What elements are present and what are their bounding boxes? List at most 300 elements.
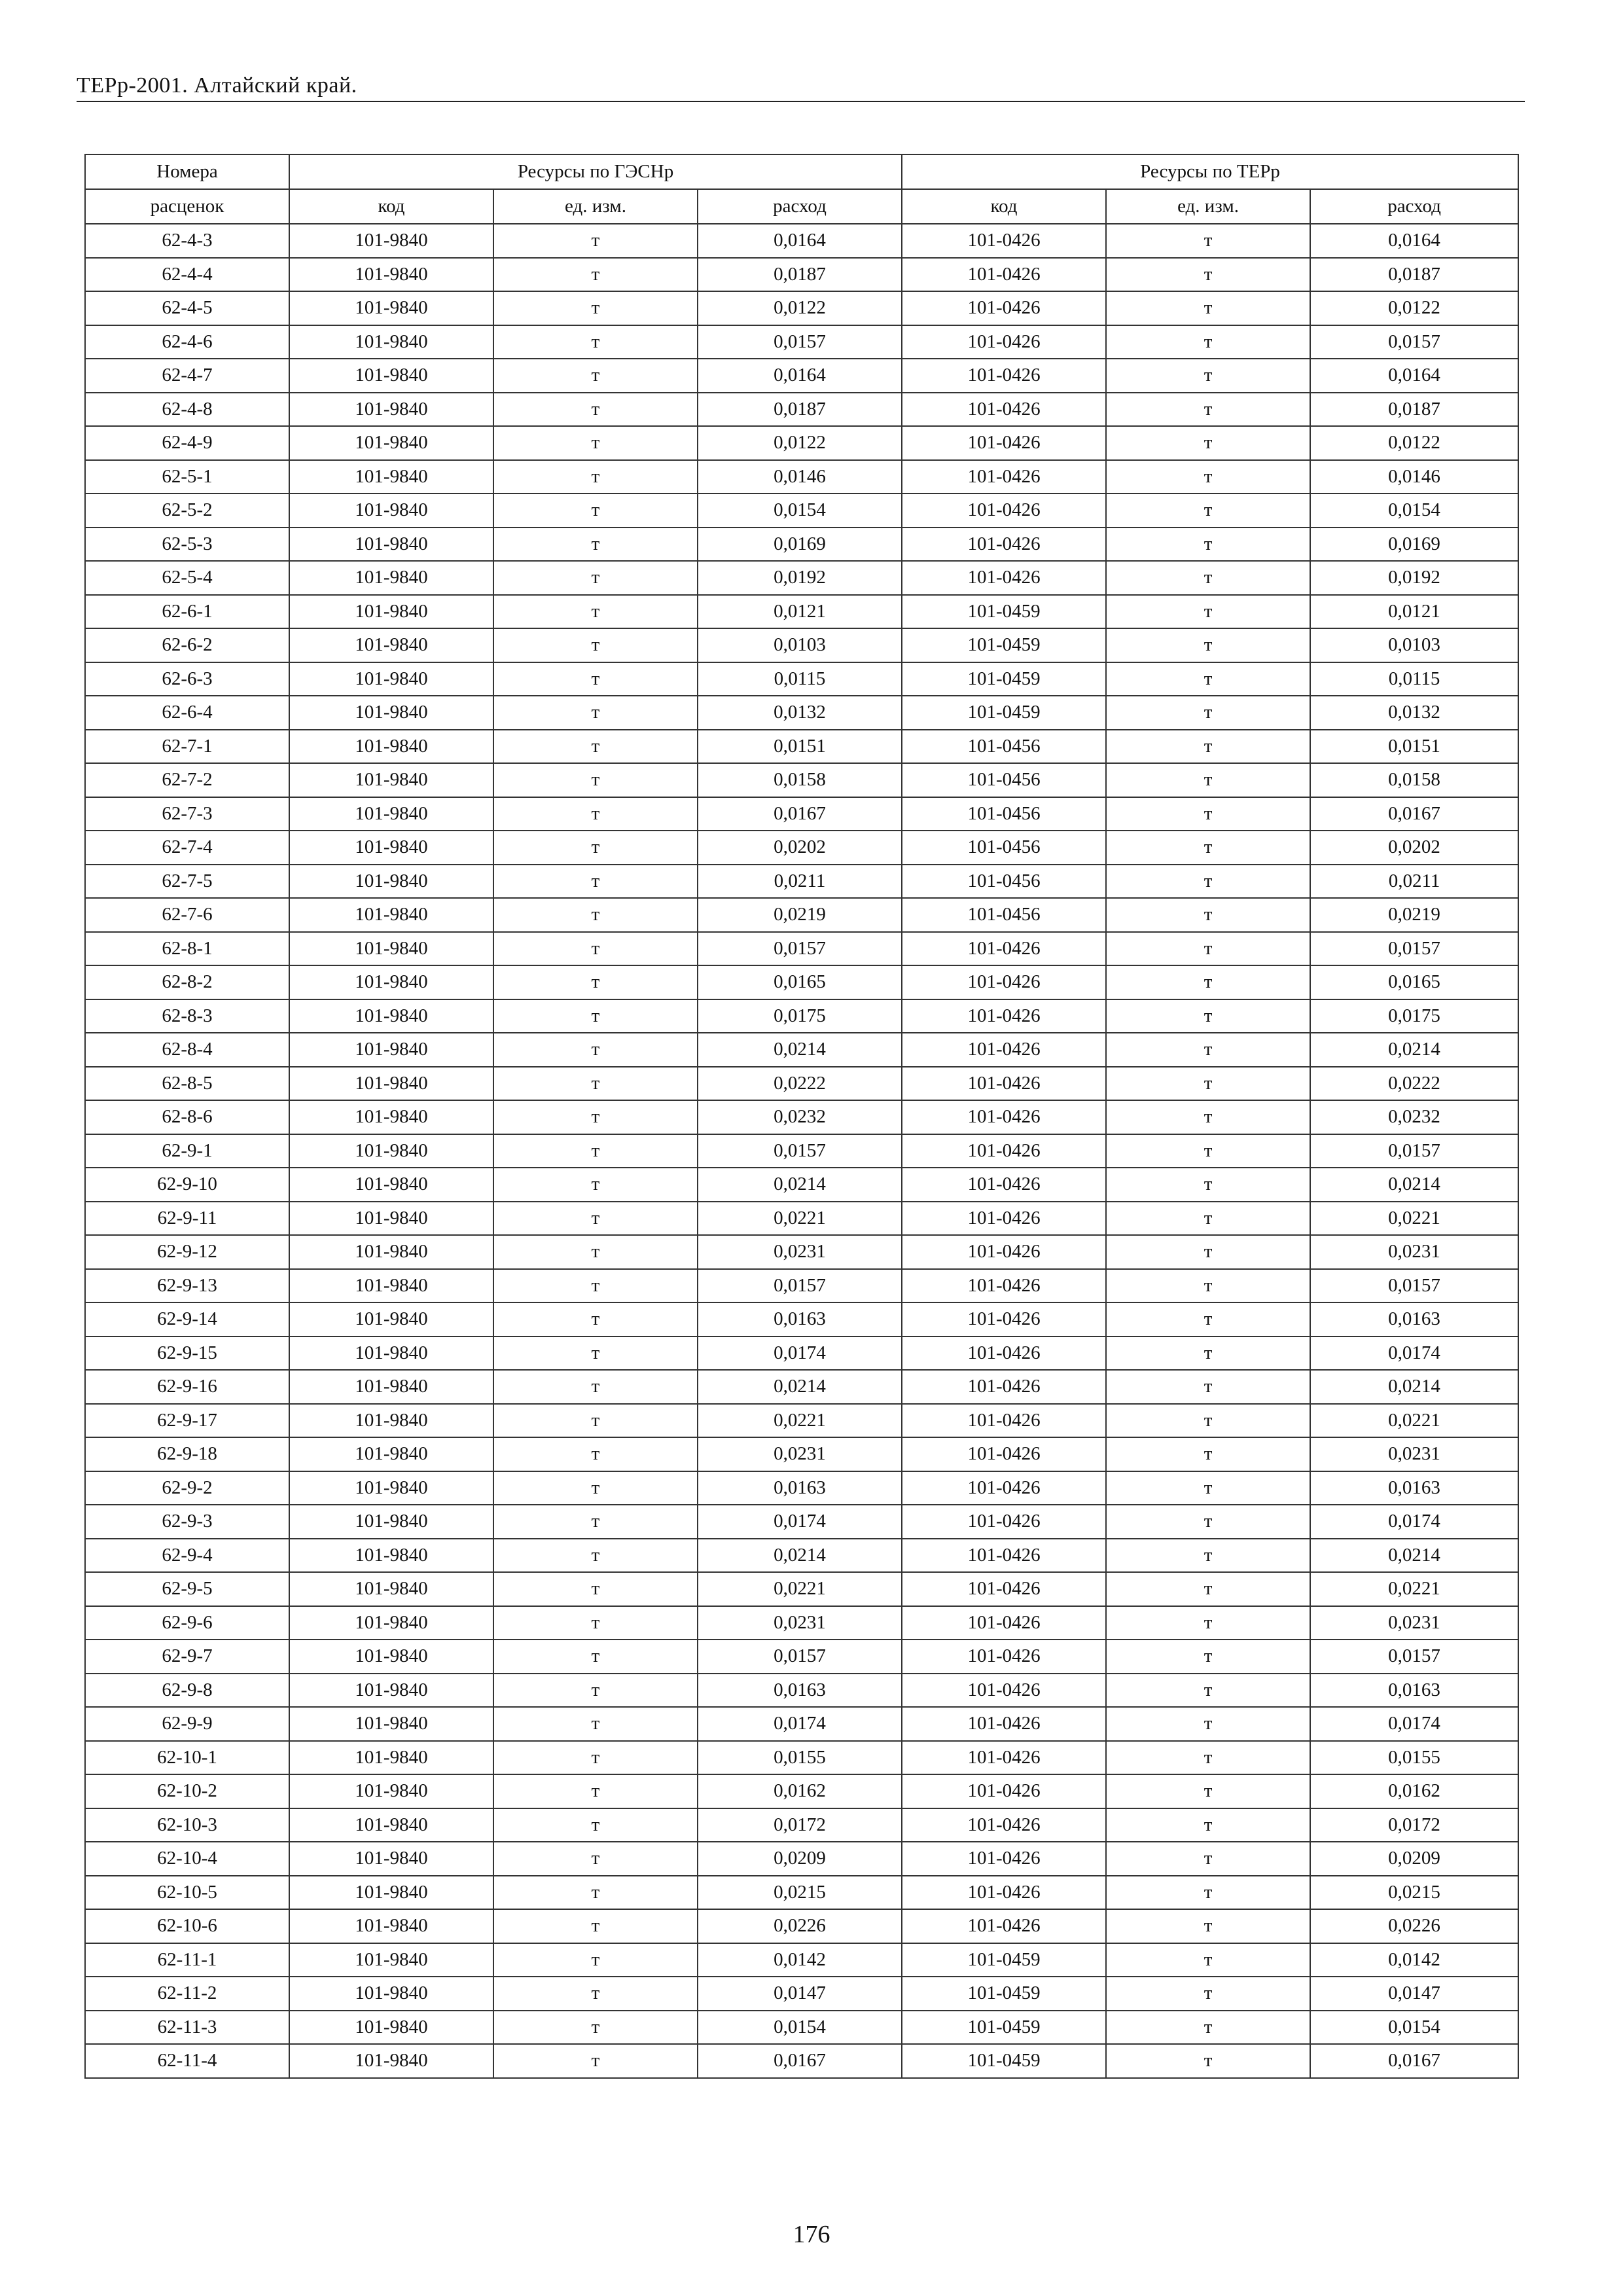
ter-amount-cell: 0,0157 — [1310, 1640, 1518, 1674]
gesn-amount-cell: 0,0231 — [698, 1606, 902, 1640]
ter-unit-cell: т — [1106, 1707, 1310, 1741]
ter-code-cell: 101-0459 — [902, 2044, 1106, 2078]
rate-number-cell: 62-9-8 — [85, 1674, 289, 1708]
ter-code-cell: 101-0426 — [902, 1134, 1106, 1168]
ter-unit-cell: т — [1106, 1336, 1310, 1371]
gesn-amount-cell: 0,0167 — [698, 797, 902, 831]
rate-number-cell: 62-8-1 — [85, 932, 289, 966]
gesn-unit-cell: т — [493, 1269, 698, 1303]
gesn-code-cell: 101-9840 — [289, 628, 493, 662]
ter-unit-cell: т — [1106, 932, 1310, 966]
ter-code-cell: 101-0456 — [902, 831, 1106, 865]
gesn-unit-cell: т — [493, 2044, 698, 2078]
ter-amount-cell: 0,0192 — [1310, 561, 1518, 595]
ter-unit-cell: т — [1106, 1606, 1310, 1640]
gesn-amount-cell: 0,0222 — [698, 1067, 902, 1101]
table-row — [85, 393, 1518, 427]
gesn-amount-cell: 0,0151 — [698, 730, 902, 764]
ter-code-cell: 101-0459 — [902, 628, 1106, 662]
gesn-code-cell: 101-9840 — [289, 763, 493, 797]
rate-number-cell: 62-7-5 — [85, 865, 289, 899]
rate-number-cell: 62-9-1 — [85, 1134, 289, 1168]
rate-number-cell: 62-8-4 — [85, 1033, 289, 1067]
ter-amount-cell: 0,0142 — [1310, 1943, 1518, 1977]
table-row — [85, 1741, 1518, 1775]
gesn-code-cell: 101-9840 — [289, 1404, 493, 1438]
rate-number-cell: 62-8-6 — [85, 1100, 289, 1134]
ter-unit-cell: т — [1106, 393, 1310, 427]
ter-amount-cell: 0,0132 — [1310, 696, 1518, 730]
rate-number-cell: 62-10-1 — [85, 1741, 289, 1775]
ter-code-cell: 101-0459 — [902, 696, 1106, 730]
table-row — [85, 561, 1518, 595]
rate-number-cell: 62-7-6 — [85, 898, 289, 932]
gesn-unit-cell: т — [493, 561, 698, 595]
ter-amount-cell: 0,0157 — [1310, 1269, 1518, 1303]
ter-amount-cell: 0,0174 — [1310, 1505, 1518, 1539]
gesn-amount-cell: 0,0157 — [698, 1134, 902, 1168]
gesn-unit-cell: т — [493, 1572, 698, 1606]
gesn-amount-cell: 0,0122 — [698, 426, 902, 460]
ter-amount-cell: 0,0115 — [1310, 662, 1518, 696]
ter-amount-cell: 0,0214 — [1310, 1168, 1518, 1202]
gesn-amount-cell: 0,0174 — [698, 1336, 902, 1371]
table-row — [85, 1235, 1518, 1269]
rate-number-cell: 62-9-17 — [85, 1404, 289, 1438]
rate-number-cell: 62-11-2 — [85, 1977, 289, 2011]
gesn-unit-cell: т — [493, 426, 698, 460]
gesn-unit-cell: т — [493, 1437, 698, 1471]
ter-amount-cell: 0,0226 — [1310, 1909, 1518, 1943]
ter-amount-cell: 0,0158 — [1310, 763, 1518, 797]
ter-amount-cell: 0,0121 — [1310, 595, 1518, 629]
ter-amount-cell: 0,0157 — [1310, 325, 1518, 359]
rate-number-cell: 62-7-2 — [85, 763, 289, 797]
gesn-unit-cell: т — [493, 325, 698, 359]
ter-code-cell: 101-0426 — [902, 1606, 1106, 1640]
ter-amount-cell: 0,0122 — [1310, 426, 1518, 460]
table-group-header-row — [85, 154, 1518, 189]
gesn-unit-cell: т — [493, 1842, 698, 1876]
ter-amount-header: расход — [1310, 189, 1518, 224]
rate-number-cell: 62-11-1 — [85, 1943, 289, 1977]
gesn-resources-header: Ресурсы по ГЭСНр — [289, 154, 902, 189]
gesn-unit-cell: т — [493, 1168, 698, 1202]
gesn-code-cell: 101-9840 — [289, 1977, 493, 2011]
gesn-unit-cell: т — [493, 730, 698, 764]
gesn-unit-cell: т — [493, 258, 698, 292]
ter-amount-cell: 0,0163 — [1310, 1471, 1518, 1505]
gesn-unit-cell: т — [493, 965, 698, 999]
ter-amount-cell: 0,0214 — [1310, 1370, 1518, 1404]
gesn-code-cell: 101-9840 — [289, 1202, 493, 1236]
rate-number-cell: 62-9-3 — [85, 1505, 289, 1539]
ter-code-cell: 101-0459 — [902, 2011, 1106, 2045]
table-row — [85, 224, 1518, 258]
table-row — [85, 1977, 1518, 2011]
gesn-amount-cell: 0,0192 — [698, 561, 902, 595]
gesn-unit-cell: т — [493, 1302, 698, 1336]
gesn-amount-cell: 0,0162 — [698, 1774, 902, 1808]
rate-number-cell: 62-7-4 — [85, 831, 289, 865]
gesn-code-cell: 101-9840 — [289, 932, 493, 966]
ter-code-cell: 101-0426 — [902, 1033, 1106, 1067]
gesn-code-cell: 101-9840 — [289, 1033, 493, 1067]
table-row — [85, 1471, 1518, 1505]
gesn-amount-cell: 0,0142 — [698, 1943, 902, 1977]
gesn-unit-cell: т — [493, 1876, 698, 1910]
ter-unit-cell: т — [1106, 1808, 1310, 1842]
rate-number-cell: 62-10-6 — [85, 1909, 289, 1943]
ter-code-cell: 101-0426 — [902, 528, 1106, 562]
rate-number-cell: 62-6-3 — [85, 662, 289, 696]
table-row — [85, 932, 1518, 966]
table-row — [85, 325, 1518, 359]
ter-amount-cell: 0,0157 — [1310, 932, 1518, 966]
table-row — [85, 1505, 1518, 1539]
gesn-unit-cell: т — [493, 493, 698, 528]
table-row — [85, 628, 1518, 662]
gesn-amount-cell: 0,0147 — [698, 1977, 902, 2011]
rate-number-cell: 62-10-5 — [85, 1876, 289, 1910]
rate-number-cell: 62-9-2 — [85, 1471, 289, 1505]
ter-amount-cell: 0,0175 — [1310, 999, 1518, 1033]
ter-code-cell: 101-0426 — [902, 1572, 1106, 1606]
ter-unit-cell: т — [1106, 493, 1310, 528]
gesn-unit-header: ед. изм. — [493, 189, 698, 224]
ter-code-cell: 101-0459 — [902, 1943, 1106, 1977]
ter-code-cell: 101-0426 — [902, 1909, 1106, 1943]
gesn-code-cell: 101-9840 — [289, 1774, 493, 1808]
gesn-amount-cell: 0,0158 — [698, 763, 902, 797]
ter-amount-cell: 0,0219 — [1310, 898, 1518, 932]
ter-code-cell: 101-0459 — [902, 662, 1106, 696]
table-row — [85, 1269, 1518, 1303]
ter-amount-cell: 0,0202 — [1310, 831, 1518, 865]
ter-unit-cell: т — [1106, 1876, 1310, 1910]
gesn-unit-cell: т — [493, 1505, 698, 1539]
gesn-amount-header: расход — [698, 189, 902, 224]
gesn-code-cell: 101-9840 — [289, 1741, 493, 1775]
gesn-amount-cell: 0,0103 — [698, 628, 902, 662]
ter-code-cell: 101-0426 — [902, 325, 1106, 359]
gesn-unit-cell: т — [493, 1235, 698, 1269]
gesn-code-cell: 101-9840 — [289, 1808, 493, 1842]
gesn-code-cell: 101-9840 — [289, 2044, 493, 2078]
rate-number-cell: 62-5-1 — [85, 460, 289, 494]
gesn-amount-cell: 0,0155 — [698, 1741, 902, 1775]
table-row — [85, 1539, 1518, 1573]
gesn-amount-cell: 0,0157 — [698, 932, 902, 966]
gesn-amount-cell: 0,0221 — [698, 1404, 902, 1438]
ter-unit-cell: т — [1106, 865, 1310, 899]
gesn-unit-cell: т — [493, 696, 698, 730]
rate-number-cell: 62-9-18 — [85, 1437, 289, 1471]
rate-number-cell: 62-9-10 — [85, 1168, 289, 1202]
ter-unit-cell: т — [1106, 1100, 1310, 1134]
ter-unit-cell: т — [1106, 426, 1310, 460]
ter-code-cell: 101-0456 — [902, 898, 1106, 932]
ter-amount-cell: 0,0154 — [1310, 493, 1518, 528]
gesn-amount-cell: 0,0214 — [698, 1539, 902, 1573]
ter-resources-header: Ресурсы по ТЕРр — [902, 154, 1518, 189]
table-row — [85, 1640, 1518, 1674]
gesn-code-cell: 101-9840 — [289, 1336, 493, 1371]
ter-amount-cell: 0,0155 — [1310, 1741, 1518, 1775]
table-row — [85, 1100, 1518, 1134]
ter-unit-cell: т — [1106, 1674, 1310, 1708]
ter-code-cell: 101-0426 — [902, 1404, 1106, 1438]
table-body — [85, 224, 1518, 2078]
ter-amount-cell: 0,0146 — [1310, 460, 1518, 494]
ter-code-cell: 101-0426 — [902, 1707, 1106, 1741]
ter-amount-cell: 0,0164 — [1310, 224, 1518, 258]
ter-code-cell: 101-0456 — [902, 730, 1106, 764]
ter-amount-cell: 0,0232 — [1310, 1100, 1518, 1134]
gesn-code-cell: 101-9840 — [289, 224, 493, 258]
ter-unit-cell: т — [1106, 1404, 1310, 1438]
ter-amount-cell: 0,0221 — [1310, 1572, 1518, 1606]
gesn-unit-cell: т — [493, 1336, 698, 1371]
gesn-amount-cell: 0,0174 — [698, 1707, 902, 1741]
ter-unit-cell: т — [1106, 1774, 1310, 1808]
gesn-amount-cell: 0,0132 — [698, 696, 902, 730]
rate-number-cell: 62-6-2 — [85, 628, 289, 662]
gesn-code-cell: 101-9840 — [289, 730, 493, 764]
ter-unit-cell: т — [1106, 1842, 1310, 1876]
gesn-code-cell: 101-9840 — [289, 1674, 493, 1708]
rate-number-cell: 62-10-2 — [85, 1774, 289, 1808]
ter-amount-cell: 0,0222 — [1310, 1067, 1518, 1101]
rate-number-cell: 62-9-11 — [85, 1202, 289, 1236]
gesn-code-cell: 101-9840 — [289, 1302, 493, 1336]
gesn-amount-cell: 0,0167 — [698, 2044, 902, 2078]
table-row — [85, 460, 1518, 494]
resources-table — [84, 154, 1519, 2079]
gesn-amount-cell: 0,0214 — [698, 1168, 902, 1202]
ter-unit-cell: т — [1106, 1471, 1310, 1505]
ter-amount-cell: 0,0165 — [1310, 965, 1518, 999]
gesn-amount-cell: 0,0154 — [698, 2011, 902, 2045]
table-row — [85, 1134, 1518, 1168]
gesn-unit-cell: т — [493, 2011, 698, 2045]
ter-code-cell: 101-0426 — [902, 393, 1106, 427]
gesn-amount-cell: 0,0215 — [698, 1876, 902, 1910]
ter-amount-cell: 0,0162 — [1310, 1774, 1518, 1808]
gesn-unit-cell: т — [493, 1134, 698, 1168]
ter-unit-cell: т — [1106, 628, 1310, 662]
rate-number-cell: 62-8-2 — [85, 965, 289, 999]
ter-code-cell: 101-0456 — [902, 763, 1106, 797]
gesn-unit-cell: т — [493, 628, 698, 662]
ter-unit-cell: т — [1106, 1505, 1310, 1539]
gesn-unit-cell: т — [493, 898, 698, 932]
ter-code-cell: 101-0426 — [902, 426, 1106, 460]
rate-number-cell: 62-4-7 — [85, 359, 289, 393]
table-row — [85, 426, 1518, 460]
gesn-code-cell: 101-9840 — [289, 1505, 493, 1539]
ter-code-cell: 101-0426 — [902, 965, 1106, 999]
table-row — [85, 1202, 1518, 1236]
table-row — [85, 595, 1518, 629]
ter-unit-cell: т — [1106, 1943, 1310, 1977]
ter-amount-cell: 0,0221 — [1310, 1202, 1518, 1236]
ter-unit-cell: т — [1106, 359, 1310, 393]
gesn-unit-cell: т — [493, 1370, 698, 1404]
ter-code-cell: 101-0426 — [902, 258, 1106, 292]
gesn-unit-cell: т — [493, 1909, 698, 1943]
table-row — [85, 2044, 1518, 2078]
table-row — [85, 797, 1518, 831]
gesn-amount-cell: 0,0157 — [698, 325, 902, 359]
ter-code-cell: 101-0426 — [902, 1202, 1106, 1236]
ter-unit-cell: т — [1106, 561, 1310, 595]
gesn-code-cell: 101-9840 — [289, 359, 493, 393]
ter-amount-cell: 0,0187 — [1310, 258, 1518, 292]
table-row — [85, 1033, 1518, 1067]
table-row — [85, 1168, 1518, 1202]
table-row — [85, 898, 1518, 932]
ter-unit-header: ед. изм. — [1106, 189, 1310, 224]
gesn-amount-cell: 0,0169 — [698, 528, 902, 562]
gesn-code-cell: 101-9840 — [289, 1842, 493, 1876]
rate-number-cell: 62-11-4 — [85, 2044, 289, 2078]
ter-unit-cell: т — [1106, 1572, 1310, 1606]
rate-number-cell: 62-9-9 — [85, 1707, 289, 1741]
ter-unit-cell: т — [1106, 1067, 1310, 1101]
gesn-code-cell: 101-9840 — [289, 965, 493, 999]
table-row — [85, 1876, 1518, 1910]
rate-number-cell: 62-9-7 — [85, 1640, 289, 1674]
ter-code-cell: 101-0426 — [902, 999, 1106, 1033]
ter-code-cell: 101-0426 — [902, 1471, 1106, 1505]
gesn-code-cell: 101-9840 — [289, 1909, 493, 1943]
rate-number-cell: 62-9-16 — [85, 1370, 289, 1404]
ter-unit-cell: т — [1106, 1741, 1310, 1775]
ter-amount-cell: 0,0214 — [1310, 1033, 1518, 1067]
rate-number-header-top: Номера — [85, 154, 289, 189]
ter-unit-cell: т — [1106, 2044, 1310, 2078]
gesn-code-cell: 101-9840 — [289, 1269, 493, 1303]
ter-amount-cell: 0,0167 — [1310, 2044, 1518, 2078]
table-row — [85, 1404, 1518, 1438]
gesn-unit-cell: т — [493, 662, 698, 696]
gesn-code-cell: 101-9840 — [289, 426, 493, 460]
rate-number-cell: 62-4-5 — [85, 291, 289, 325]
ter-code-cell: 101-0426 — [902, 1067, 1106, 1101]
gesn-unit-cell: т — [493, 865, 698, 899]
gesn-code-cell: 101-9840 — [289, 797, 493, 831]
gesn-unit-cell: т — [493, 224, 698, 258]
ter-unit-cell: т — [1106, 460, 1310, 494]
ter-amount-cell: 0,0122 — [1310, 291, 1518, 325]
ter-unit-cell: т — [1106, 1437, 1310, 1471]
gesn-amount-cell: 0,0164 — [698, 224, 902, 258]
ter-amount-cell: 0,0167 — [1310, 797, 1518, 831]
gesn-amount-cell: 0,0165 — [698, 965, 902, 999]
gesn-code-cell: 101-9840 — [289, 1100, 493, 1134]
gesn-unit-cell: т — [493, 1977, 698, 2011]
gesn-amount-cell: 0,0175 — [698, 999, 902, 1033]
table-row — [85, 1336, 1518, 1371]
ter-amount-cell: 0,0169 — [1310, 528, 1518, 562]
table-row — [85, 1909, 1518, 1943]
gesn-unit-cell: т — [493, 359, 698, 393]
gesn-code-cell: 101-9840 — [289, 2011, 493, 2045]
rate-number-cell: 62-6-1 — [85, 595, 289, 629]
gesn-amount-cell: 0,0121 — [698, 595, 902, 629]
rate-number-cell: 62-9-4 — [85, 1539, 289, 1573]
rate-number-cell: 62-4-4 — [85, 258, 289, 292]
gesn-unit-cell: т — [493, 1640, 698, 1674]
ter-amount-cell: 0,0215 — [1310, 1876, 1518, 1910]
gesn-amount-cell: 0,0157 — [698, 1640, 902, 1674]
rate-number-header-bottom: расценок — [85, 189, 289, 224]
ter-amount-cell: 0,0164 — [1310, 359, 1518, 393]
ter-code-cell: 101-0426 — [902, 493, 1106, 528]
gesn-amount-cell: 0,0187 — [698, 393, 902, 427]
ter-code-cell: 101-0426 — [902, 1336, 1106, 1371]
ter-amount-cell: 0,0151 — [1310, 730, 1518, 764]
gesn-amount-cell: 0,0202 — [698, 831, 902, 865]
gesn-amount-cell: 0,0163 — [698, 1471, 902, 1505]
table-row — [85, 1067, 1518, 1101]
ter-unit-cell: т — [1106, 595, 1310, 629]
ter-amount-cell: 0,0174 — [1310, 1336, 1518, 1371]
gesn-amount-cell: 0,0231 — [698, 1235, 902, 1269]
rate-number-cell: 62-8-5 — [85, 1067, 289, 1101]
gesn-code-cell: 101-9840 — [289, 1067, 493, 1101]
rate-number-cell: 62-5-4 — [85, 561, 289, 595]
ter-amount-cell: 0,0174 — [1310, 1707, 1518, 1741]
gesn-amount-cell: 0,0232 — [698, 1100, 902, 1134]
gesn-code-cell: 101-9840 — [289, 1943, 493, 1977]
gesn-amount-cell: 0,0211 — [698, 865, 902, 899]
gesn-amount-cell: 0,0164 — [698, 359, 902, 393]
ter-amount-cell: 0,0221 — [1310, 1404, 1518, 1438]
ter-amount-cell: 0,0157 — [1310, 1134, 1518, 1168]
ter-code-cell: 101-0426 — [902, 561, 1106, 595]
table-sub-header-row — [85, 189, 1518, 224]
table-row — [85, 2011, 1518, 2045]
ter-amount-cell: 0,0154 — [1310, 2011, 1518, 2045]
ter-code-cell: 101-0426 — [902, 1539, 1106, 1573]
ter-code-cell: 101-0426 — [902, 1235, 1106, 1269]
gesn-code-cell: 101-9840 — [289, 1235, 493, 1269]
ter-unit-cell: т — [1106, 1033, 1310, 1067]
rate-number-cell: 62-4-8 — [85, 393, 289, 427]
gesn-code-cell: 101-9840 — [289, 1876, 493, 1910]
ter-code-cell: 101-0426 — [902, 291, 1106, 325]
gesn-code-cell: 101-9840 — [289, 1471, 493, 1505]
ter-unit-cell: т — [1106, 291, 1310, 325]
ter-code-cell: 101-0426 — [902, 1741, 1106, 1775]
gesn-unit-cell: т — [493, 1033, 698, 1067]
table-row — [85, 359, 1518, 393]
gesn-code-cell: 101-9840 — [289, 595, 493, 629]
gesn-amount-cell: 0,0146 — [698, 460, 902, 494]
ter-unit-cell: т — [1106, 1235, 1310, 1269]
table-row — [85, 1943, 1518, 1977]
rate-number-cell: 62-4-3 — [85, 224, 289, 258]
table-row — [85, 831, 1518, 865]
ter-code-cell: 101-0426 — [902, 932, 1106, 966]
page-header — [77, 73, 1525, 102]
gesn-code-cell: 101-9840 — [289, 865, 493, 899]
gesn-code-cell: 101-9840 — [289, 662, 493, 696]
gesn-amount-cell: 0,0214 — [698, 1033, 902, 1067]
rate-number-cell: 62-9-15 — [85, 1336, 289, 1371]
